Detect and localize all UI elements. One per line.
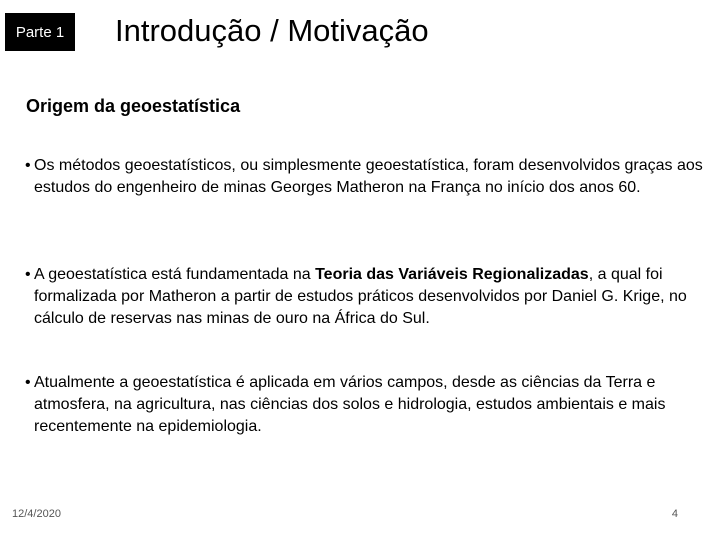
bullet-text-emphasis: Teoria das Variáveis Regionalizadas [315, 266, 589, 283]
slide-title: Introdução / Motivação [115, 13, 429, 48]
footer-page-number: 4 [671, 508, 678, 520]
part-label: Parte 1 [15, 23, 65, 41]
bullet-item [25, 155, 705, 199]
bullet-item [25, 264, 705, 330]
part-badge [5, 13, 75, 51]
section-heading: Origem da geoestatística [26, 96, 241, 116]
bullet-text-content: Os métodos geoestatísticos, ou simplesmente geoestatística, foram desenvolvidos graças aos estudos do engenheiro de minas Georges Matheron na França no início dos anos 60. [34, 157, 703, 196]
footer-date: 12/4/2020 [12, 508, 61, 520]
bullet-text [34, 264, 705, 330]
bullet-marker: • [25, 157, 31, 174]
bullet-marker: • [25, 266, 31, 283]
bullet-text-after: , a qual foi formalizada por Matheron a partir de estudos práticos desenvolvidos por Daniel G. Krige, no cálculo de reservas nas minas de ouro na África do Sul. [34, 266, 687, 327]
bullet-marker: • [25, 374, 31, 391]
bullet-text [34, 372, 705, 438]
bullet-text-content: Atualmente a geoestatística é aplicada em vários campos, desde as ciências da Terra e atmosfera, na agricultura, nas ciências dos solos e hidrologia, estudos ambientais e mais recentemente na epidemiologia. [34, 374, 666, 435]
bullet-text-before: A geoestatística está fundamentada na [34, 266, 316, 283]
bullet-item [25, 372, 705, 438]
bullet-text [34, 155, 705, 199]
